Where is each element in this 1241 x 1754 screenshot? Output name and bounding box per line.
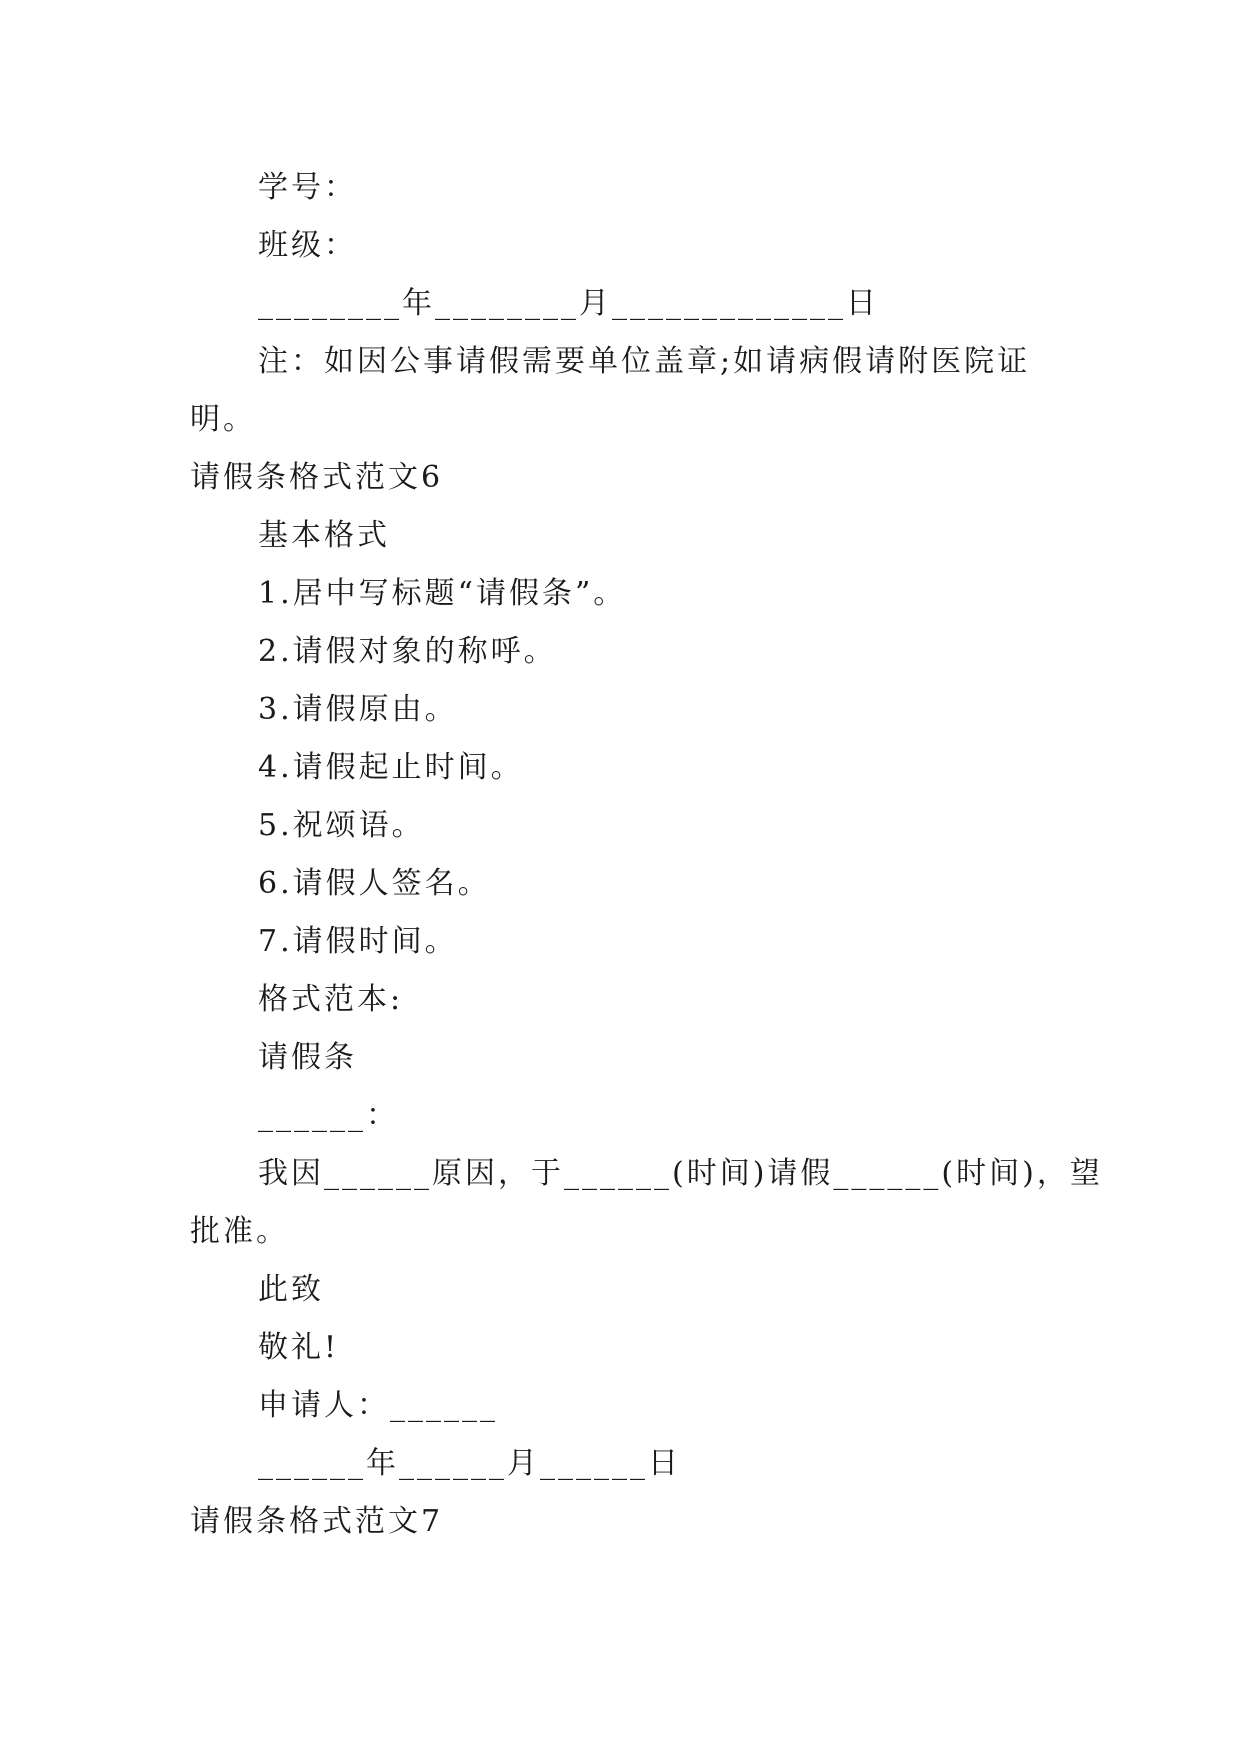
class-label: 班级： [258,228,357,263]
date-line: ________年________月_____________日 [258,286,879,321]
template-applicant: 申请人：______ [258,1388,498,1423]
template-closing-2: 敬礼! [258,1330,340,1365]
template-body-line-2: 批准。 [190,1214,289,1249]
template-closing-1: 此致 [258,1272,324,1307]
format-item-3: 3.请假原由。 [258,692,458,727]
section-heading-7: 请假条格式范文7 [190,1504,444,1539]
format-item-4: 4.请假起止时间。 [258,750,524,785]
template-date: ______年______月______日 [258,1446,681,1481]
section-heading-6: 请假条格式范文6 [190,460,444,495]
template-title: 请假条 [258,1040,357,1075]
template-salutation: ______： [258,1098,399,1133]
note-line-1: 注：如因公事请假需要单位盖章;如请病假请附医院证 [258,344,1031,379]
student-id-label: 学号： [258,170,357,205]
format-item-6: 6.请假人签名。 [258,866,491,901]
template-body-line-1: 我因______原因，于______(时间)请假______(时间)，望 [258,1156,1103,1191]
format-item-2: 2.请假对象的称呼。 [258,634,557,669]
format-item-1: 1.居中写标题“请假条”。 [258,576,627,611]
template-heading: 格式范本: [258,982,404,1017]
basic-format-heading: 基本格式 [258,518,390,553]
format-item-7: 7.请假时间。 [258,924,458,959]
format-item-5: 5.祝颂语。 [258,808,425,843]
note-line-2: 明。 [190,402,256,437]
